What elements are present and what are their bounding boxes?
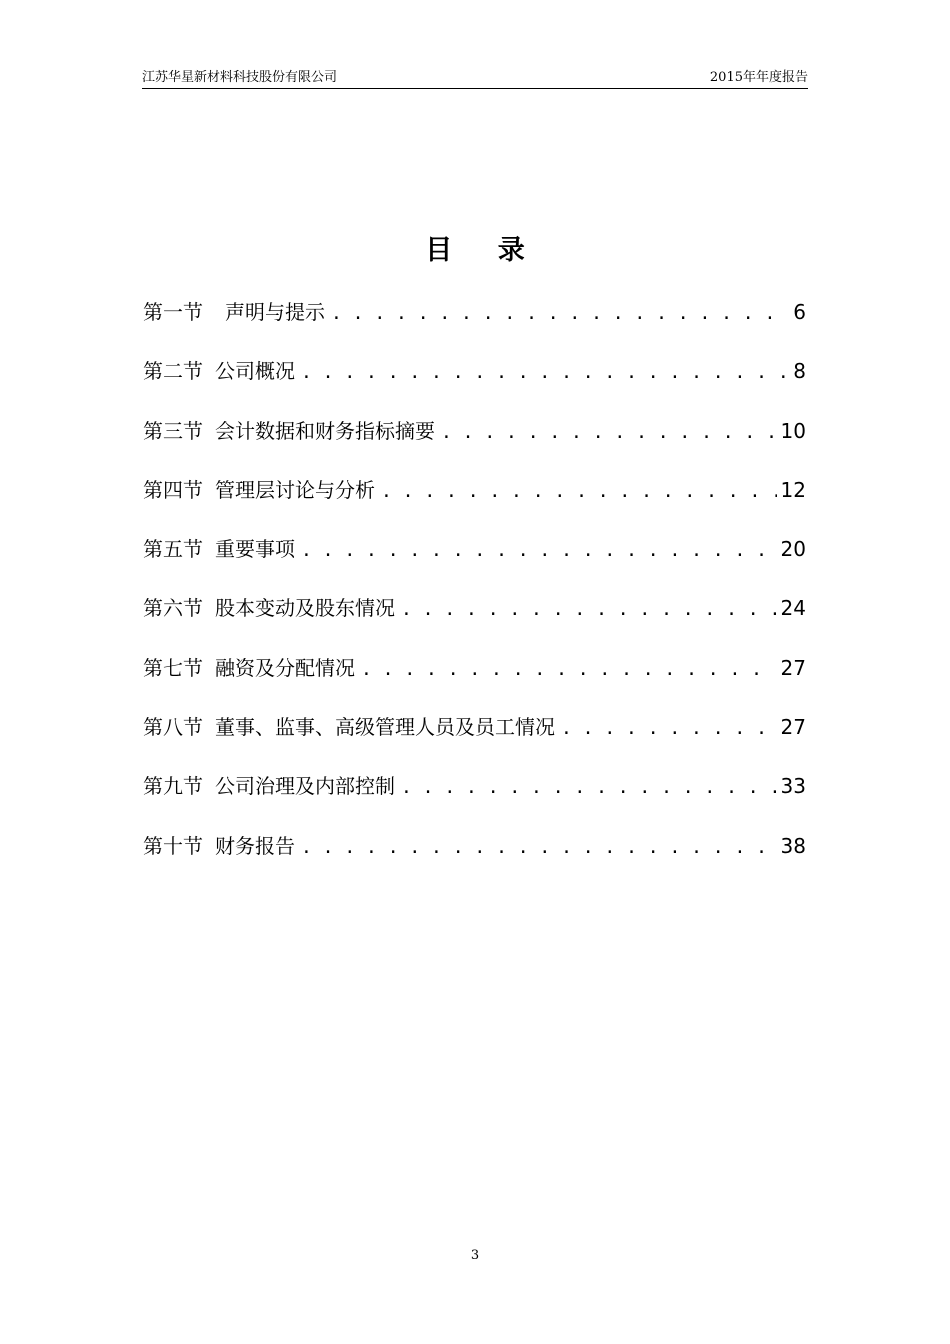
- toc-page-number: 27: [780, 715, 806, 740]
- toc-dot-leader: [361, 659, 777, 680]
- toc-entry[interactable]: [143, 592, 806, 651]
- header-company-name: 江苏华星新材料科技股份有限公司: [142, 70, 338, 85]
- toc-section-number: 第十节: [143, 833, 203, 858]
- toc-entry[interactable]: [143, 474, 806, 533]
- toc-entry[interactable]: [143, 415, 806, 474]
- toc-section-number: 第四节: [143, 477, 203, 502]
- toc-section-name: 股本变动及股东情况: [215, 596, 395, 621]
- toc-section-number: 第五节: [143, 537, 203, 562]
- toc-dot-leader: [301, 837, 777, 858]
- toc-section-name: 管理层讨论与分析: [215, 477, 375, 502]
- toc-section-name: 重要事项: [215, 537, 295, 562]
- page-number: 3: [470, 1248, 480, 1263]
- toc-entry[interactable]: [143, 770, 806, 829]
- toc-page-number: 27: [780, 655, 806, 680]
- toc-entry[interactable]: [143, 830, 806, 889]
- toc-section-name: 融资及分配情况: [215, 655, 355, 680]
- toc-section-number: 第七节: [143, 655, 203, 680]
- toc-title: 目 录: [425, 235, 543, 266]
- table-of-contents: [143, 296, 806, 889]
- toc-dot-leader: [301, 362, 789, 383]
- toc-page-number: 10: [780, 418, 806, 443]
- toc-dot-leader: [561, 718, 777, 739]
- toc-dot-leader: [401, 777, 777, 798]
- toc-entry[interactable]: [143, 355, 806, 414]
- toc-dot-leader: [301, 540, 777, 561]
- toc-entry[interactable]: [143, 296, 806, 355]
- toc-page-number: 33: [780, 774, 806, 799]
- toc-section-name: 财务报告: [215, 833, 295, 858]
- toc-entry[interactable]: [143, 533, 806, 592]
- toc-dot-leader: [331, 303, 789, 324]
- toc-page-number: 8: [793, 359, 806, 384]
- toc-page-number: 38: [780, 833, 806, 858]
- toc-page-number: 24: [780, 596, 806, 621]
- header-report-title: 2015年年度报告: [709, 70, 808, 85]
- toc-entry[interactable]: [143, 652, 806, 711]
- toc-section-name: 会计数据和财务指标摘要: [215, 418, 435, 443]
- toc-section-name: 公司概况: [215, 359, 295, 384]
- toc-section-number: 第九节: [143, 774, 203, 799]
- toc-entry[interactable]: [143, 711, 806, 770]
- toc-section-number: 第六节: [143, 596, 203, 621]
- toc-page-number: 12: [780, 477, 806, 502]
- toc-section-number: 第八节: [143, 715, 203, 740]
- toc-section-number: 第三节: [143, 418, 203, 443]
- toc-section-number: 第一节: [143, 300, 203, 324]
- toc-page-number: 6: [793, 300, 806, 324]
- toc-dot-leader: [381, 481, 777, 502]
- toc-section-name: 公司治理及内部控制: [215, 774, 395, 799]
- toc-dot-leader: [441, 422, 777, 443]
- toc-section-number: 第二节: [143, 359, 203, 384]
- toc-section-name: 声明与提示: [225, 300, 325, 324]
- toc-dot-leader: [401, 599, 777, 620]
- page-header: [142, 64, 808, 89]
- toc-section-name: 董事、监事、高级管理人员及员工情况: [215, 715, 555, 740]
- toc-page-number: 20: [780, 537, 806, 562]
